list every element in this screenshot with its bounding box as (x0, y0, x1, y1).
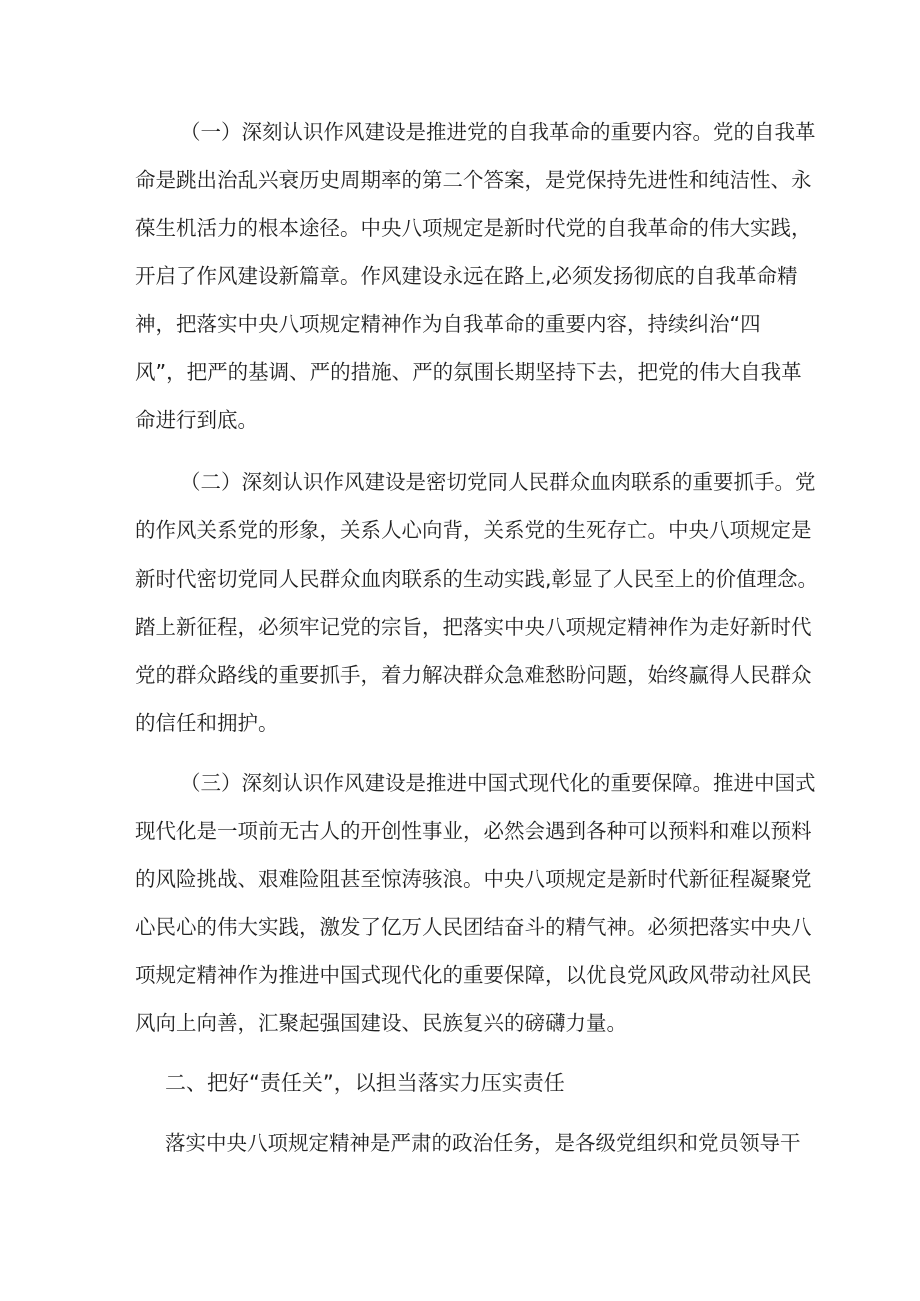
text-line: 的信任和拥护。 (135, 711, 279, 735)
text-line: 落实中央八项规定精神是严肃的政治任务，是各级党组织和党员领导干 (165, 1131, 801, 1155)
text-line: 开启了作风建设新篇章。作风建设永远在路上,必须发扬彻底的自我革命精 (135, 264, 798, 288)
text-line: 党的群众路线的重要抓手，着力解决群众急难愁盼问题，始终赢得人民群众 (135, 663, 812, 687)
text-line: 心民心的伟大实践，激发了亿万人民团结奋斗的精气神。必须把落实中央八 (135, 915, 812, 939)
text-line: 踏上新征程，必须牢记党的宗旨，把落实中央八项规定精神作为走好新时代 (135, 615, 812, 639)
text-line: 神，把落实中央八项规定精神作为自我革命的重要内容，持续纠治“四 (135, 312, 761, 336)
text-line: 命进行到底。 (135, 408, 258, 432)
text-line: 风向上向善，汇聚起强国建设、民族复兴的磅礴力量。 (135, 1011, 627, 1035)
text-line: 命是跳出治乱兴衰历史周期率的第二个答案，是党保持先进性和纯洁性、永 (135, 168, 812, 192)
text-line: 现代化是一项前无古人的开创性事业，必然会遇到各种可以预料和难以预料 (135, 819, 812, 843)
text-line: （三）深刻认识作风建设是推进中国式现代化的重要保障。推进中国式 (180, 771, 816, 795)
text-line: （二）深刻认识作风建设是密切党同人民群众血肉联系的重要抓手。党 (180, 470, 816, 494)
text-line: 葆生机活力的根本途径。中央八项规定是新时代党的自我革命的伟大实践， (135, 216, 812, 240)
text-line: 的作风关系党的形象，关系人心向背，关系党的生死存亡。中央八项规定是 (135, 518, 812, 542)
text-line: 项规定精神作为推进中国式现代化的重要保障，以优良党风政风带动社风民 (135, 963, 812, 987)
text-line: 风”，把严的基调、严的措施、严的氛围长期坚持下去，把党的伟大自我革 (135, 360, 802, 384)
text-line: 新时代密切党同人民群众血肉联系的生动实践,彰显了人民至上的价值理念。 (135, 567, 819, 591)
text-line: 的风险挑战、艰难险阻甚至惊涛骇浪。中央八项规定是新时代新征程凝聚党 (135, 867, 812, 891)
section-heading: 二、把好“责任关”，以担当落实力压实责任 (165, 1071, 565, 1095)
text-line: （一）深刻认识作风建设是推进党的自我革命的重要内容。党的自我革 (180, 120, 816, 144)
